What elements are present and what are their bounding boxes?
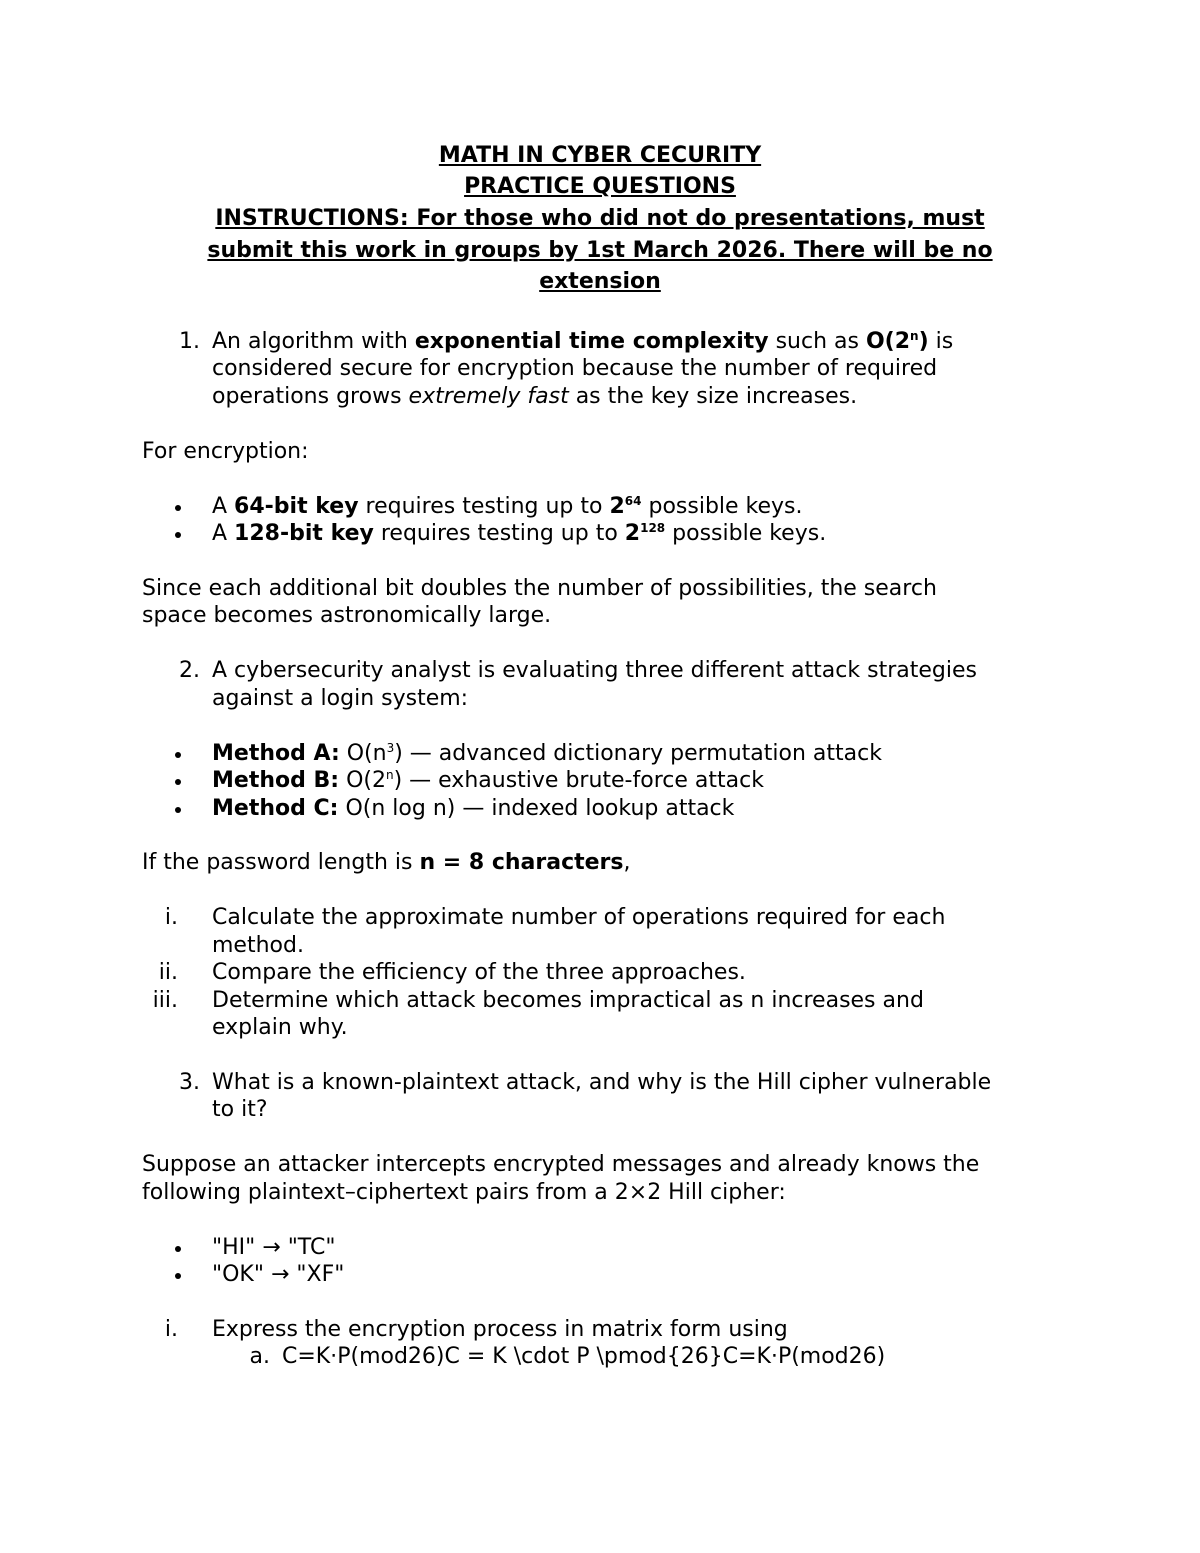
part-iii-number: iii. bbox=[152, 988, 178, 1013]
question-1-number: 1. bbox=[179, 329, 200, 354]
since-line-2: space becomes astronomically large. bbox=[142, 603, 552, 628]
part-i-line-2: method. bbox=[212, 933, 304, 958]
bullet bbox=[175, 493, 185, 521]
question-3-line-1: What is a known-plaintext attack, and why is the Hill cipher vulnerable bbox=[212, 1070, 992, 1095]
part-ii-number: ii. bbox=[158, 960, 178, 985]
key-bullet-128: A 128-bit key requires testing up to $2^{128}$ possible keys. bbox=[212, 521, 827, 546]
q3-part-a-text: C=K⋅P(mod26)C = K \cdot P \pmod{26}C=K⋅P(mod26) bbox=[282, 1344, 886, 1369]
question-3-number: 3. bbox=[179, 1070, 200, 1095]
question-2-number: 2. bbox=[179, 658, 200, 683]
instructions-line-2: submit this work in groups by 1st March 2026. There will be no bbox=[207, 238, 993, 263]
part-iii-line-2: explain why. bbox=[212, 1015, 348, 1040]
question-3-line-2: to it? bbox=[212, 1097, 268, 1122]
suppose-line-1: Suppose an attacker intercepts encrypted messages and already knows the bbox=[142, 1152, 980, 1177]
bullet bbox=[175, 1234, 185, 1262]
key-bullet-64: A 64-bit key requires testing up to $2^{64}$ possible keys. bbox=[212, 494, 803, 519]
for-encryption-label: For encryption: bbox=[142, 439, 309, 464]
part-iii-line-1: Determine which attack becomes impractical as n increases and bbox=[212, 988, 924, 1013]
part-ii-line-1: Compare the efficiency of the three approaches. bbox=[212, 960, 746, 985]
document-subtitle: PRACTICE QUESTIONS bbox=[464, 174, 736, 199]
method-c: Method C: O(n log n) — indexed lookup attack bbox=[212, 796, 735, 821]
password-condition: If the password length is n = 8 characters, bbox=[142, 850, 631, 875]
bullet bbox=[175, 767, 185, 795]
instructions-line-3: extension bbox=[539, 269, 661, 294]
bullet bbox=[175, 795, 185, 823]
pair-1: "HI" → "TC" bbox=[212, 1235, 336, 1260]
method-b: Method B: O(2$^n$) — exhaustive brute-force attack bbox=[212, 768, 764, 793]
question-2-line-1: A cybersecurity analyst is evaluating three different attack strategies bbox=[212, 658, 977, 683]
instructions-line-1: INSTRUCTIONS: For those who did not do presentations, must bbox=[215, 206, 985, 231]
part-i-line-1: Calculate the approximate number of operations required for each bbox=[212, 905, 946, 930]
question-1-line-3: operations grows extremely fast as the key size increases. bbox=[212, 384, 858, 409]
since-line-1: Since each additional bit doubles the number of possibilities, the search bbox=[142, 576, 937, 601]
bullet bbox=[175, 520, 185, 548]
pair-2: "OK" → "XF" bbox=[212, 1262, 345, 1287]
q3-part-a-number: a. bbox=[249, 1344, 270, 1369]
suppose-line-2: following plaintext–ciphertext pairs from a 2×2 Hill cipher: bbox=[142, 1180, 786, 1205]
question-1-line-2: considered secure for encryption because the number of required bbox=[212, 356, 938, 381]
part-i-number: i. bbox=[164, 905, 178, 930]
document-title: MATH IN CYBER CECURITY bbox=[438, 143, 762, 168]
bullet bbox=[175, 740, 185, 768]
bullet bbox=[175, 1261, 185, 1289]
method-a: Method A: $O(n^3)$ — advanced dictionary permutation attack bbox=[212, 741, 882, 766]
question-1-line-1: An algorithm with exponential time complexity such as O(2$^n$) is bbox=[212, 329, 954, 354]
question-2-line-2: against a login system: bbox=[212, 686, 469, 711]
q3-part-i-text: Express the encryption process in matrix form using bbox=[212, 1317, 788, 1342]
q3-part-i-number: i. bbox=[164, 1317, 178, 1342]
